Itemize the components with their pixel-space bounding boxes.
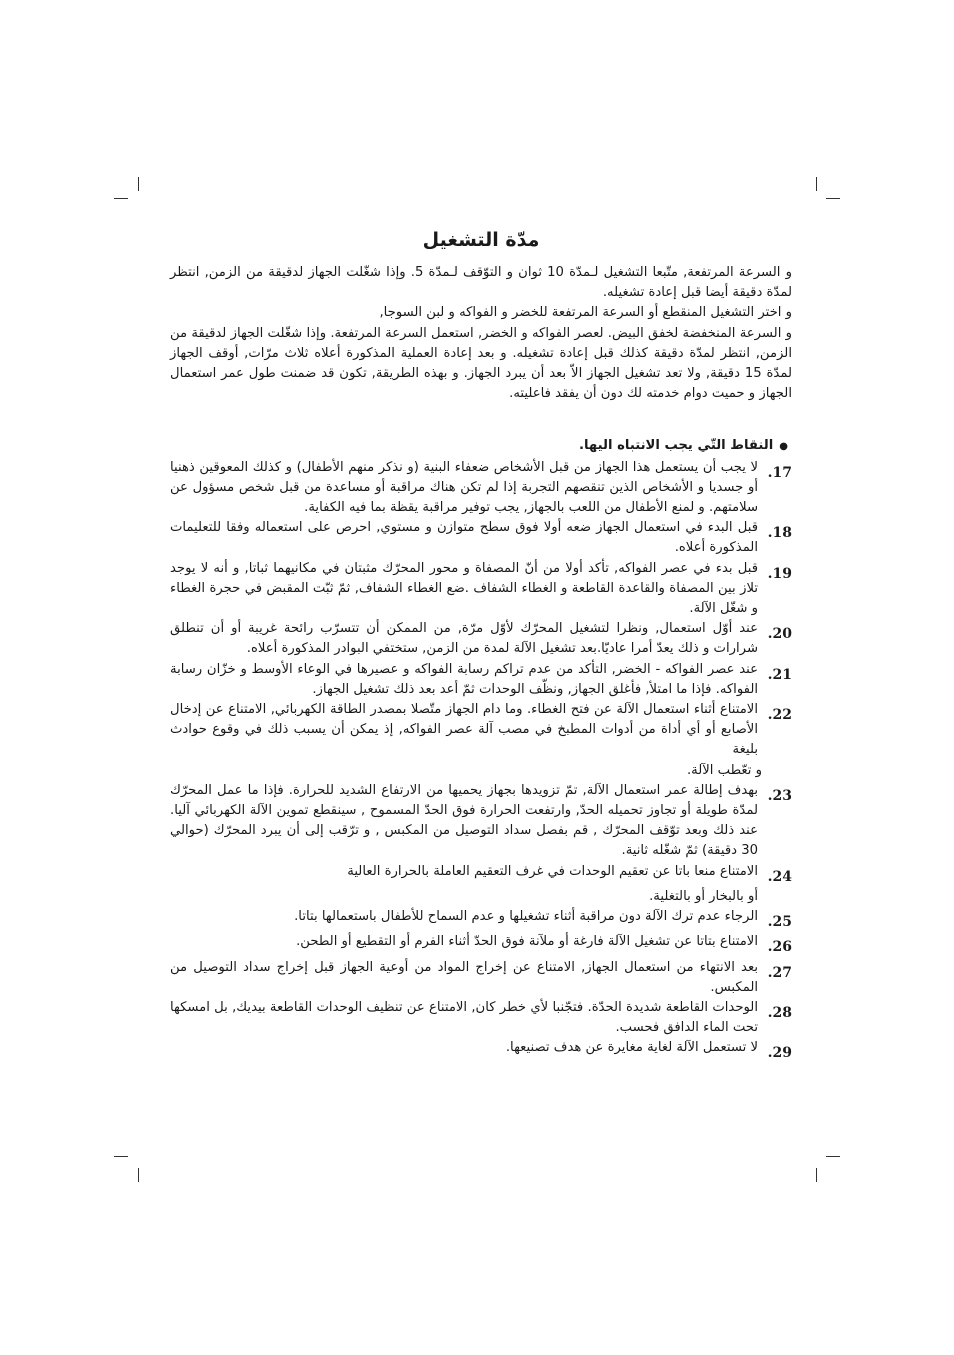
list-item-number: 18. bbox=[767, 525, 792, 542]
list-item bbox=[170, 958, 792, 998]
list-item-text: لا يجب أن يستعمل هذا الجهاز من قبل الأشخاص ضعفاء البنية (و نذكر منهم الأطفال) و كذلك المعوقين ذهنيا أو جسديا و الأشخاص الذين تنقصهم التجربة إذا لم تكن هناك مراقبة أو مساعدة من قبل شخص مسؤول عن سلامتهم. و لمنع الأطفال من اللعب بالجهاز, يجب توفير مراقبة يقظة بما فيه الكفاية. bbox=[170, 459, 758, 516]
list-item-text: الامتناع منعا باتا عن تعقيم الوحدات في غرف التعقيم العاملة بالحرارة العالية bbox=[347, 863, 758, 879]
list-item-row bbox=[170, 458, 792, 519]
list-item-number: 26. bbox=[767, 939, 792, 956]
list-item-row bbox=[170, 518, 792, 558]
list-item bbox=[170, 619, 792, 659]
list-item bbox=[170, 660, 792, 700]
list-item-row bbox=[170, 781, 792, 862]
crop-mark bbox=[114, 198, 128, 199]
list-item bbox=[170, 998, 792, 1038]
list-item-number: 22. bbox=[767, 707, 792, 724]
list-item-number: 19. bbox=[767, 565, 792, 582]
list-item-number: 24. bbox=[767, 868, 792, 885]
list-item-continuation: و تعّطب الآلة. bbox=[686, 762, 762, 778]
list-item-row bbox=[170, 660, 792, 700]
list-item-text: عند أوّل استعمال, ونظرا لتشغيل المحرّك لأوّل مرّة, من الممكن أن تتسرّب رائحة غريبة أو أن تنطلق شرارات و ذلك يعدّ أمرا عاديّا.بعد تشغيل الآلة لمدة من الزمن, ستختفي البوادر المذكورة أعلاه. bbox=[170, 621, 758, 657]
list-item bbox=[170, 907, 792, 932]
list-item-text: قبل بدء في عصر الفواكه, تأكد أولا من أنّ المصفاة و محور المحرّك مثبتان في مكانيهما ثباتا, و أنه لا يوجد تلاز بين المصفاة والقاعدة القاطعة و الغطاء الشفاف .ضع الغطاء الشفاف, ثمّ ثبّت المقبض في حجرة الغطاء و شغّل الآلة. bbox=[170, 560, 758, 617]
list-item-number: 20. bbox=[767, 626, 792, 643]
list-item bbox=[170, 862, 792, 907]
list-item bbox=[170, 781, 792, 862]
list-item-number: 25. bbox=[767, 914, 792, 931]
list-item bbox=[170, 458, 792, 519]
list-item-row bbox=[170, 862, 792, 887]
list-item bbox=[170, 518, 792, 558]
list-item-text: عند عصر الفواكه - الخضر, التأكد من عدم تراكم رسابة الفواكه و عصيرها في الوعاء الأوسط و خزّان رسابة الفواكه. فإذا ما امتلأ, فأغلق الجهاز, ونظّف الوحدات ثمّ أعد بعد ذلك تشغيل الجهاز. bbox=[170, 661, 758, 697]
list-item-number: 27. bbox=[767, 964, 792, 981]
list-item-row bbox=[170, 700, 792, 761]
list-item-row bbox=[170, 998, 792, 1038]
crop-mark bbox=[138, 177, 139, 191]
list-item-text: الرجاء عدم ترك الآلة دون مراقبة أثناء تشغيلها و عدم السماح للأطفال باستعمالها بتاتا. bbox=[294, 909, 758, 925]
crop-mark bbox=[816, 1168, 817, 1182]
list-item-row bbox=[170, 1038, 792, 1063]
document-page bbox=[170, 225, 792, 1064]
section-heading-text: النقاط التّي يجب الانتباه اليها. bbox=[578, 438, 774, 454]
page-title: مدّة التشغيل bbox=[422, 229, 540, 251]
list-item-text: الامتناع بتاتا عن تشغيل الآلة فارغة أو ملآنة فوق الحدّ أثناء الفرم أو التقطيع أو الطحن. bbox=[296, 934, 758, 950]
list-item-number: 28. bbox=[767, 1004, 792, 1021]
list-item-continuation: أو بالبخار أو بالتغلية. bbox=[649, 888, 758, 904]
bullet-icon: ● bbox=[779, 441, 788, 453]
list-item-text: بعد الانتهاء من استعمال الجهاز, الامتناع عن إخراج المواد من أوعية الجهاز قبل إخراج سداد التوصيل من المكبس. bbox=[170, 959, 758, 995]
list-item-text: قبل البدء في استعمال الجهاز ضعه أولا فوق سطح متوازن و مستوي, احرص على استعماله وفقا للتعليمات المذكورة أعلاه. bbox=[170, 520, 758, 556]
list-item-row bbox=[170, 619, 792, 659]
list-item-text: بهدف إطالة عمر استعمال الآلة, تمّ تزويدها بجهاز يحميها من الارتفاع الشديد للحرارة. فإذا ما عمل المحرّك لمدّة طويلة أو تجاوز تحميله الحدّ, وارتفعت الحرارة فوق الحدّ المسموح , سينقطع تموين الآلة الكهربائي آليا. عند ذلك وبعد توّقف المحرّك , قم بفصل سداد التوصيل من المكبس , و ترّقب إلى أن يبرد المحرّك (حوالي 30 دقيقة) ثمّ شغّله ثانية. bbox=[170, 782, 758, 859]
list-item-text: لا تستعمل الآلة لغاية مغايرة عن هدف تصنيعها. bbox=[505, 1040, 758, 1056]
list-item-number: 17. bbox=[767, 464, 792, 481]
list-item-number: 29. bbox=[767, 1045, 792, 1062]
intro-section bbox=[170, 263, 792, 404]
list-item bbox=[170, 559, 792, 620]
crop-mark bbox=[114, 1156, 128, 1157]
instruction-list bbox=[170, 458, 792, 1064]
list-item-row bbox=[170, 958, 792, 998]
intro-paragraph: و اختر التشغيل المنقطع أو السرعة المرتفعة للخضر و الفواكه و لبن السوجا, bbox=[379, 305, 792, 321]
intro-paragraph: و السرعة المرتفعة, متّبعا التشغيل لـمدّة 10 ثوان و التوّقف لـمدّة 5. وإذا شغّلت الجهاز لدقيقة من الزمن, انتظر لمدّة دقيقة أيضا قبل إعادة تشغيله. bbox=[170, 265, 792, 301]
crop-mark bbox=[826, 198, 840, 199]
crop-mark bbox=[826, 1156, 840, 1157]
list-item-number: 23. bbox=[767, 787, 792, 804]
list-item bbox=[170, 932, 792, 957]
list-item-row bbox=[170, 907, 792, 932]
crop-mark bbox=[816, 177, 817, 191]
list-item bbox=[170, 700, 792, 781]
list-item-number: 21. bbox=[767, 666, 792, 683]
list-item-row bbox=[170, 559, 792, 620]
crop-mark bbox=[138, 1168, 139, 1182]
list-item-text: الوحدات القاطعة شديدة الحدّة. فتجّنبا لأي خطر كان, الامتناع عن تنظيف الوحدات القاطعة بيديك, بل امسكها تحت الماء الدافق فحسب. bbox=[170, 999, 758, 1036]
section-heading bbox=[170, 436, 792, 457]
intro-paragraph: و السرعة المنخفضة لخفق البيض. لعصر الفواكه و الخضر, استعمل السرعة المرتفعة. وإذا شغّلت الجهاز لدقيقة من الزمن, انتظر لمدّة دقيقة كذلك قبل إعادة تشغيله. و بعد إعادة العملية المذكورة أعلاه ثلاث مرّات, أوقف الجهاز لمدّة 15 دقيقة, ولا تعد تشغيل الجهاز الاّ بعد أن يبرد الجهاز. و بهذه الطريقة, تكون قد ضمنت طول عمر استعمال الجهاز و حميت دوام خدمته لك دون أن يفقد فاعليته. bbox=[170, 325, 792, 402]
list-item-row bbox=[170, 932, 792, 957]
list-item bbox=[170, 1038, 792, 1063]
list-item-text: الامتناع أثناء استعمال الآلة عن فتح الغطاء. وما دام الجهاز متّصلا بمصدر الطاقة الكهربائي, الامتناع عن إدخال الأصابع أو أي أداة من أدوات المطبخ في مصب آلة عصر الفواكه, إذ يمكن أن يسبب ذلك في وقوع حوادث بليغة bbox=[170, 702, 758, 758]
